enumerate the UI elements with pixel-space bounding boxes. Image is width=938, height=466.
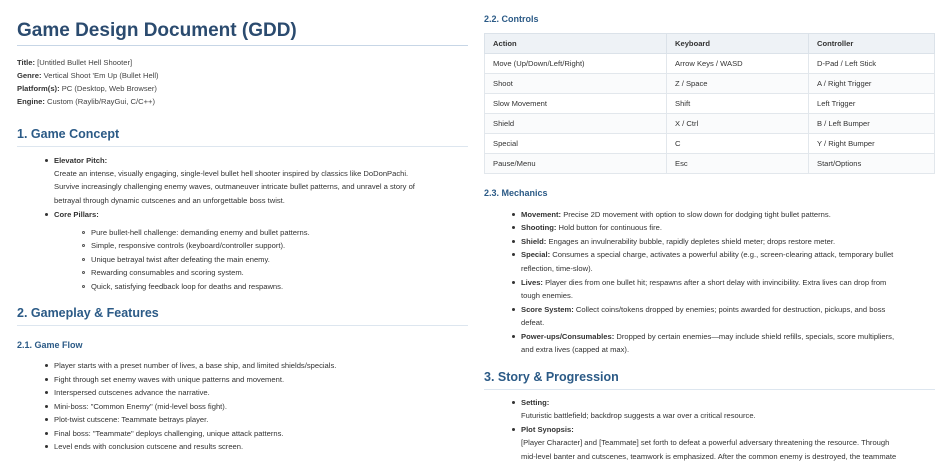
flow-item: Plot-twist cutscene: Teammate betrays player. bbox=[54, 415, 209, 424]
pillar-item: Rewarding consumables and scoring system. bbox=[91, 268, 244, 277]
section-heading-story: 3. Story & Progression bbox=[484, 370, 619, 384]
table-cell: D-Pad / Left Stick bbox=[809, 54, 935, 74]
pillar-item: Simple, responsive controls (keyboard/controller support). bbox=[91, 241, 286, 250]
elevator-pitch-line: Survive increasingly challenging enemy waves, outmaneuver intricate bullet patterns, and unravel a story of bbox=[54, 182, 415, 191]
subsection-heading-game-flow: 2.1. Game Flow bbox=[17, 340, 83, 350]
table-cell: Left Trigger bbox=[809, 94, 935, 114]
mechanic-shield: Shield: Engages an invulnerability bubble, rapidly depletes shield meter; drops restore meter. bbox=[521, 237, 836, 246]
table-cell: Y / Right Bumper bbox=[809, 134, 935, 154]
table-cell: Move (Up/Down/Left/Right) bbox=[485, 54, 667, 74]
table-cell: X / Ctrl bbox=[667, 114, 809, 134]
elevator-pitch-label: Elevator Pitch: bbox=[54, 156, 108, 165]
table-cell: Arrow Keys / WASD bbox=[667, 54, 809, 74]
meta-title: Title: [Untitled Bullet Hell Shooter] bbox=[17, 58, 133, 67]
section-divider bbox=[17, 146, 468, 147]
mechanic-powerups-cont: and extra lives (capped at max). bbox=[521, 345, 630, 354]
table-cell: Special bbox=[485, 134, 667, 154]
table-row bbox=[485, 74, 935, 94]
meta-genre: Genre: Vertical Shoot 'Em Up (Bullet Hell) bbox=[17, 71, 159, 80]
setting-label: Setting: bbox=[521, 398, 550, 407]
section-heading-gameplay: 2. Gameplay & Features bbox=[17, 306, 159, 320]
setting-text: Futuristic battlefield; backdrop suggests a war over a critical resource. bbox=[521, 411, 756, 420]
table-cell: A / Right Trigger bbox=[809, 74, 935, 94]
page-title: Game Design Document (GDD) bbox=[17, 20, 297, 41]
table-cell: Esc bbox=[667, 154, 809, 174]
table-row bbox=[485, 114, 935, 134]
table-cell: Shift bbox=[667, 94, 809, 114]
table-cell: Z / Space bbox=[667, 74, 809, 94]
table-row bbox=[485, 94, 935, 114]
pillar-item: Quick, satisfying feedback loop for deaths and respawns. bbox=[91, 282, 284, 291]
mechanic-special-cont: reflection, time-slow). bbox=[521, 264, 593, 273]
core-pillars-label: Core Pillars: bbox=[54, 210, 99, 219]
flow-item: Mini-boss: "Common Enemy" (mid-level boss fight). bbox=[54, 402, 227, 411]
controls-table bbox=[484, 33, 935, 174]
section-divider bbox=[484, 389, 935, 390]
mechanic-movement: Movement: Precise 2D movement with option to slow down for dodging tight bullet patterns. bbox=[521, 210, 831, 219]
column-header-controller: Controller bbox=[809, 34, 935, 54]
pillar-item: Unique betrayal twist after defeating the main enemy. bbox=[91, 255, 270, 264]
column-header-action: Action bbox=[485, 34, 667, 54]
flow-item: Player starts with a preset number of lives, a base ship, and limited shields/specials. bbox=[54, 361, 337, 370]
table-cell: Pause/Menu bbox=[485, 154, 667, 174]
mechanic-lives-cont: tough enemies. bbox=[521, 291, 573, 300]
pillar-item: Pure bullet-hell challenge: demanding enemy and bullet patterns. bbox=[91, 228, 310, 237]
mechanic-shooting: Shooting: Hold button for continuous fire. bbox=[521, 223, 662, 232]
section-divider bbox=[17, 325, 468, 326]
flow-item: Interspersed cutscenes advance the narrative. bbox=[54, 388, 210, 397]
elevator-pitch-line: Create an intense, visually engaging, single-level bullet hell shooter inspired by classics like DoDonPachi. bbox=[54, 169, 409, 178]
flow-item: Final boss: "Teammate" deploys challenging, unique attack patterns. bbox=[54, 429, 284, 438]
table-cell: Slow Movement bbox=[485, 94, 667, 114]
table-cell: C bbox=[667, 134, 809, 154]
mechanic-lives: Lives: Player dies from one bullet hit; respawns after a short delay with invincibility. Extra lives can drop from bbox=[521, 278, 887, 287]
table-row bbox=[485, 154, 935, 174]
mechanic-score-cont: defeat. bbox=[521, 318, 545, 327]
plot-synopsis-line: [Player Character] and [Teammate] set forth to defeat a powerful adversary threatening the resource. Through bbox=[521, 438, 890, 447]
mechanic-special: Special: Consumes a special charge, activates a powerful ability (e.g., screen-clearing attack, temporary bullet bbox=[521, 250, 894, 259]
column-header-keyboard: Keyboard bbox=[667, 34, 809, 54]
table-row bbox=[485, 134, 935, 154]
flow-item: Fight through set enemy waves with unique patterns and movement. bbox=[54, 375, 285, 384]
section-heading-game-concept: 1. Game Concept bbox=[17, 127, 120, 141]
mechanic-score: Score System: Collect coins/tokens dropped by enemies; points awarded for destruction, pickups, and boss bbox=[521, 305, 886, 314]
table-row bbox=[485, 54, 935, 74]
flow-item: Level ends with conclusion cutscene and results screen. bbox=[54, 442, 244, 451]
table-header-row bbox=[485, 34, 935, 54]
plot-synopsis-label: Plot Synopsis: bbox=[521, 425, 574, 434]
table-cell: Shoot bbox=[485, 74, 667, 94]
subsection-heading-mechanics: 2.3. Mechanics bbox=[484, 188, 548, 198]
plot-synopsis-line: mid-level banter and cutscenes, teamwork is emphasized. After the common enemy is destroyed, the teammate bbox=[521, 452, 897, 461]
table-cell: B / Left Bumper bbox=[809, 114, 935, 134]
elevator-pitch-line: betrayal through dynamic cutscenes and an unforgettable boss twist. bbox=[54, 196, 285, 205]
meta-platforms: Platform(s): PC (Desktop, Web Browser) bbox=[17, 84, 157, 93]
title-divider bbox=[17, 45, 468, 46]
mechanic-powerups: Power-ups/Consumables: Dropped by certain enemies—may include shield refills, specials, score multipliers, bbox=[521, 332, 895, 341]
subsection-heading-controls: 2.2. Controls bbox=[484, 14, 539, 24]
table-cell: Shield bbox=[485, 114, 667, 134]
meta-engine: Engine: Custom (Raylib/RayGui, C/C++) bbox=[17, 97, 155, 106]
table-cell: Start/Options bbox=[809, 154, 935, 174]
